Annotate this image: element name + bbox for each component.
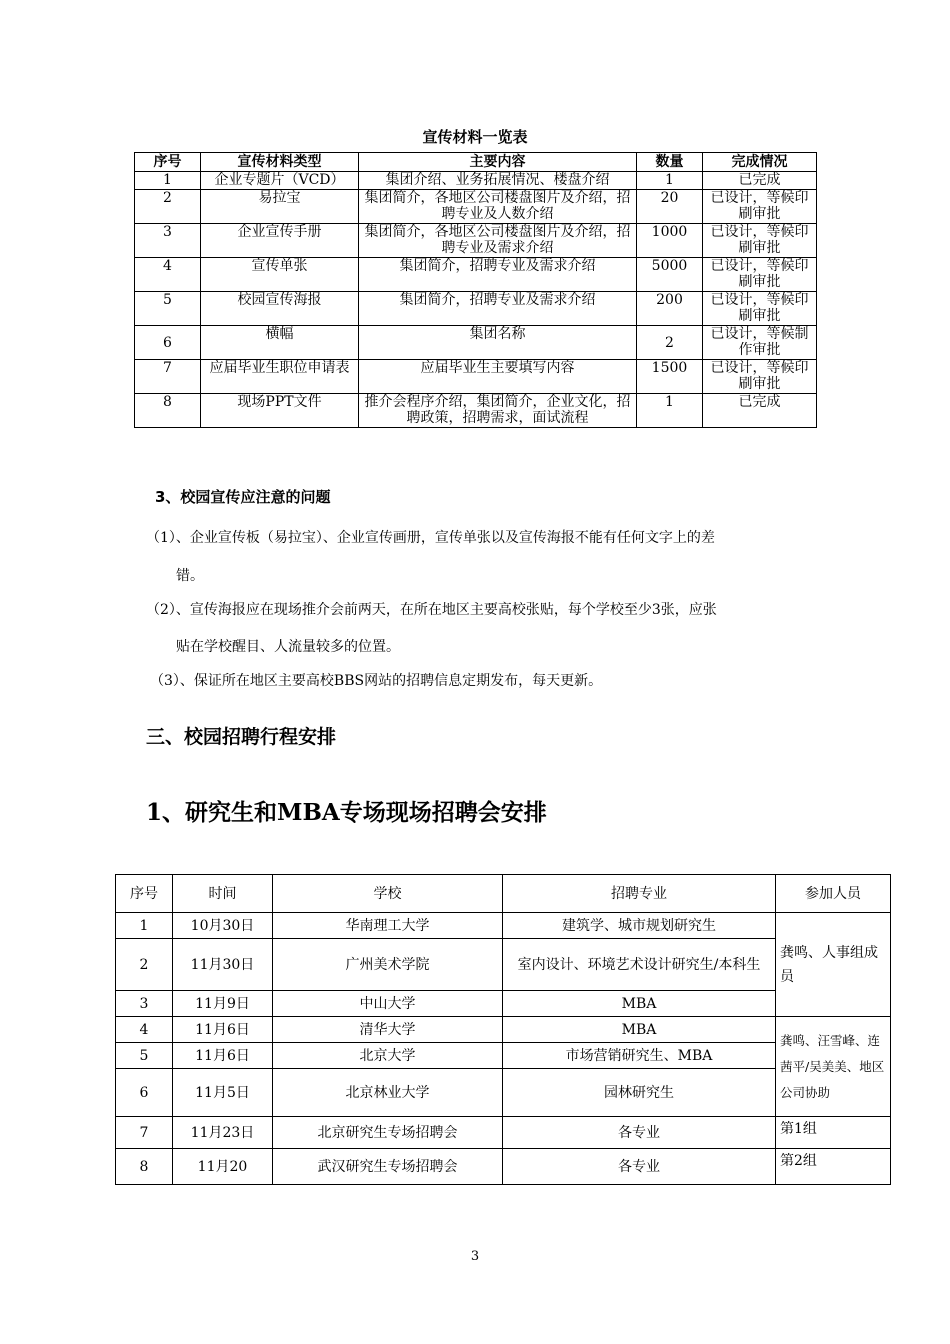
paragraph-1-continued: 错。 xyxy=(176,568,204,584)
cell-content: 集团简介，各地区公司楼盘图片及介绍，招聘专业及需求介绍 xyxy=(359,224,637,258)
cell-no: 5 xyxy=(116,1043,173,1069)
table-row xyxy=(135,394,817,428)
cell-no: 8 xyxy=(116,1149,173,1185)
cell-school: 北京研究生专场招聘会 xyxy=(273,1117,503,1149)
cell-school: 北京大学 xyxy=(273,1043,503,1069)
cell-time: 11月9日 xyxy=(173,991,273,1017)
cell-time: 11月6日 xyxy=(173,1043,273,1069)
cell-qty: 1 xyxy=(637,394,703,428)
cell-qty: 1000 xyxy=(637,224,703,258)
col-header-school: 学校 xyxy=(273,875,503,913)
col-header-type: 宣传材料类型 xyxy=(201,153,359,172)
table-row xyxy=(116,1043,891,1069)
cell-no: 2 xyxy=(135,190,201,224)
cell-qty: 200 xyxy=(637,292,703,326)
cell-type: 校园宣传海报 xyxy=(201,292,359,326)
table-row xyxy=(135,190,817,224)
table-header-row xyxy=(135,153,817,172)
table-row xyxy=(135,224,817,258)
table-row xyxy=(135,172,817,190)
cell-no: 8 xyxy=(135,394,201,428)
cell-status: 已设计，等候印刷审批 xyxy=(703,292,817,326)
cell-school: 广州美术学院 xyxy=(273,939,503,991)
cell-time: 10月30日 xyxy=(173,913,273,939)
cell-content: 集团简介，各地区公司楼盘图片及介绍，招聘专业及人数介绍 xyxy=(359,190,637,224)
cell-staff: 龚鸣、汪雪峰、连茜平/吴美美、地区公司协助 xyxy=(776,1017,891,1117)
cell-major: 各专业 xyxy=(503,1149,776,1185)
cell-no: 7 xyxy=(116,1117,173,1149)
cell-type: 企业宣传手册 xyxy=(201,224,359,258)
table-row xyxy=(135,258,817,292)
cell-content: 应届毕业生主要填写内容 xyxy=(359,360,637,394)
table-row xyxy=(135,292,817,326)
cell-school: 华南理工大学 xyxy=(273,913,503,939)
table-row xyxy=(116,939,891,991)
cell-no: 6 xyxy=(135,326,201,360)
table-row xyxy=(116,1149,891,1185)
cell-content: 集团简介，招聘专业及需求介绍 xyxy=(359,258,637,292)
cell-staff: 第1组 xyxy=(776,1117,891,1149)
table1-title: 宣传材料一览表 xyxy=(422,128,528,146)
cell-content: 推介会程序介绍，集团简介，企业文化，招聘政策，招聘需求，面试流程 xyxy=(359,394,637,428)
cell-no: 4 xyxy=(135,258,201,292)
page-number: 3 xyxy=(470,1249,480,1264)
cell-status: 已设计，等候印刷审批 xyxy=(703,190,817,224)
cell-qty: 1 xyxy=(637,172,703,190)
table-row xyxy=(116,1017,891,1043)
subsection-heading: 1、研究生和MBA专场现场招聘会安排 xyxy=(146,799,547,826)
cell-qty: 2 xyxy=(637,326,703,360)
cell-staff: 龚鸣、人事组成员 xyxy=(776,913,891,1017)
cell-status: 已完成 xyxy=(703,172,817,190)
schedule-table xyxy=(115,874,891,1185)
cell-school: 中山大学 xyxy=(273,991,503,1017)
paragraph-2: （2）、宣传海报应在现场推介会前两天，在所在地区主要高校张贴，每个学校至少3张，应张 xyxy=(146,602,717,618)
cell-time: 11月30日 xyxy=(173,939,273,991)
section-heading: 3、校园宣传应注意的问题 xyxy=(155,488,331,506)
cell-no: 7 xyxy=(135,360,201,394)
col-header-no: 序号 xyxy=(116,875,173,913)
cell-qty: 5000 xyxy=(637,258,703,292)
cell-status: 已设计，等候印刷审批 xyxy=(703,360,817,394)
cell-type: 宣传单张 xyxy=(201,258,359,292)
cell-time: 11月23日 xyxy=(173,1117,273,1149)
cell-major: 各专业 xyxy=(503,1117,776,1149)
table-row xyxy=(135,326,817,360)
cell-no: 1 xyxy=(135,172,201,190)
cell-staff: 第2组 xyxy=(776,1149,891,1185)
cell-no: 5 xyxy=(135,292,201,326)
cell-no: 2 xyxy=(116,939,173,991)
cell-time: 11月5日 xyxy=(173,1069,273,1117)
table-row xyxy=(116,1117,891,1149)
cell-no: 3 xyxy=(135,224,201,258)
cell-content: 集团介绍、业务拓展情况、楼盘介绍 xyxy=(359,172,637,190)
cell-status: 已完成 xyxy=(703,394,817,428)
cell-type: 企业专题片（VCD） xyxy=(201,172,359,190)
cell-qty: 20 xyxy=(637,190,703,224)
cell-no: 3 xyxy=(116,991,173,1017)
cell-no: 6 xyxy=(116,1069,173,1117)
cell-time: 11月20 xyxy=(173,1149,273,1185)
cell-type: 横幅 xyxy=(201,326,359,360)
cell-status: 已设计，等候印刷审批 xyxy=(703,224,817,258)
cell-status: 已设计，等候制作审批 xyxy=(703,326,817,360)
col-header-no: 序号 xyxy=(135,153,201,172)
materials-table xyxy=(134,152,817,428)
cell-major: 市场营销研究生、MBA xyxy=(503,1043,776,1069)
cell-major: 园林研究生 xyxy=(503,1069,776,1117)
cell-major: MBA xyxy=(503,991,776,1017)
table-row xyxy=(116,991,891,1017)
cell-no: 1 xyxy=(116,913,173,939)
cell-content: 集团简介，招聘专业及需求介绍 xyxy=(359,292,637,326)
cell-major: 室内设计、环境艺术设计研究生/本科生 xyxy=(503,939,776,991)
chapter-heading: 三、校园招聘行程安排 xyxy=(146,726,337,748)
cell-time: 11月6日 xyxy=(173,1017,273,1043)
col-header-major: 招聘专业 xyxy=(503,875,776,913)
paragraph-2-continued: 贴在学校醒目、人流量较多的位置。 xyxy=(176,639,400,655)
cell-content: 集团名称 xyxy=(359,326,637,360)
cell-qty: 1500 xyxy=(637,360,703,394)
cell-type: 应届毕业生职位申请表 xyxy=(201,360,359,394)
table-header-row xyxy=(116,875,891,913)
cell-major: 建筑学、城市规划研究生 xyxy=(503,913,776,939)
paragraph-1: （1）、企业宣传板（易拉宝）、企业宣传画册，宣传单张以及宣传海报不能有任何文字上的差 xyxy=(146,530,715,546)
col-header-status: 完成情况 xyxy=(703,153,817,172)
cell-status: 已设计，等候印刷审批 xyxy=(703,258,817,292)
table-row xyxy=(116,1069,891,1117)
table-row xyxy=(116,913,891,939)
col-header-qty: 数量 xyxy=(637,153,703,172)
cell-school: 武汉研究生专场招聘会 xyxy=(273,1149,503,1185)
col-header-time: 时间 xyxy=(173,875,273,913)
cell-major: MBA xyxy=(503,1017,776,1043)
table-row xyxy=(135,360,817,394)
paragraph-3: （3）、保证所在地区主要高校BBS网站的招聘信息定期发布，每天更新。 xyxy=(150,673,603,689)
cell-type: 现场PPT文件 xyxy=(201,394,359,428)
cell-type: 易拉宝 xyxy=(201,190,359,224)
cell-school: 北京林业大学 xyxy=(273,1069,503,1117)
cell-school: 清华大学 xyxy=(273,1017,503,1043)
col-header-staff: 参加人员 xyxy=(776,875,891,913)
cell-no: 4 xyxy=(116,1017,173,1043)
col-header-content: 主要内容 xyxy=(359,153,637,172)
